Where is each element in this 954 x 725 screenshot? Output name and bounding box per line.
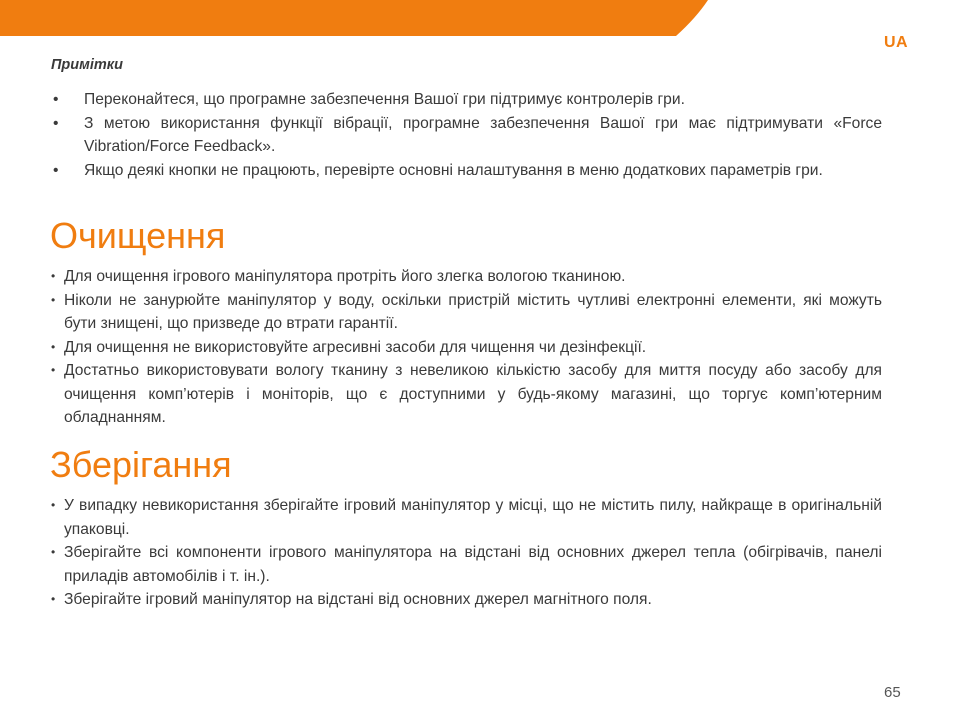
cleaning-item: • Для очищення ігрового маніпулятора протріть його злегка вологою тканиною. [51,265,882,289]
storage-item: • У випадку невикористання зберігайте ігровий маніпулятор у місці, що не містить пилу, найкраще в оригінальній упаковці. [51,494,882,541]
cleaning-list [51,265,882,430]
cleaning-item: • Достатньо використовувати вологу тканину з невеликою кількістю засобу для миття посуду або засобу для очищення комп’ютерів і моніторів, що є доступними у будь-якому магазині, що торгує комп’ютерним обладнанням. [51,359,882,430]
page-number: 65 [884,684,901,701]
notes-item: • Переконайтеся, що програмне забезпечення Вашої гри підтримує контролерів гри. [51,88,882,112]
storage-item: • Зберігайте всі компоненти ігрового маніпулятора на відстані від основних джерел тепла (обігрівачів, панелі приладів автомобілів і т. ін.). [51,541,882,588]
storage-list [51,494,882,612]
cleaning-heading: Очищення [50,215,226,256]
header-banner [0,0,720,36]
cleaning-item: • Для очищення не використовуйте агресивні засоби для чищення чи дезінфекції. [51,336,882,360]
notes-item: • З метою використання функції вібрації, програмне забезпечення Вашої гри має підтримувати «Force Vibration/Force Feedback». [51,112,882,159]
notes-item: • Якщо деякі кнопки не працюють, перевірте основні налаштування в меню додаткових параметрів гри. [51,159,882,183]
storage-heading: Зберігання [50,444,232,485]
storage-item: • Зберігайте ігровий маніпулятор на відстані від основних джерел магнітного поля. [51,588,882,612]
notes-title: Примітки [51,57,123,73]
notes-list [51,88,882,182]
language-label: UA [884,34,909,51]
cleaning-item: • Ніколи не занурюйте маніпулятор у воду, оскільки пристрій містить чутливі електронні елементи, які можуть бути знищені, що призведе до втрати гарантії. [51,289,882,336]
